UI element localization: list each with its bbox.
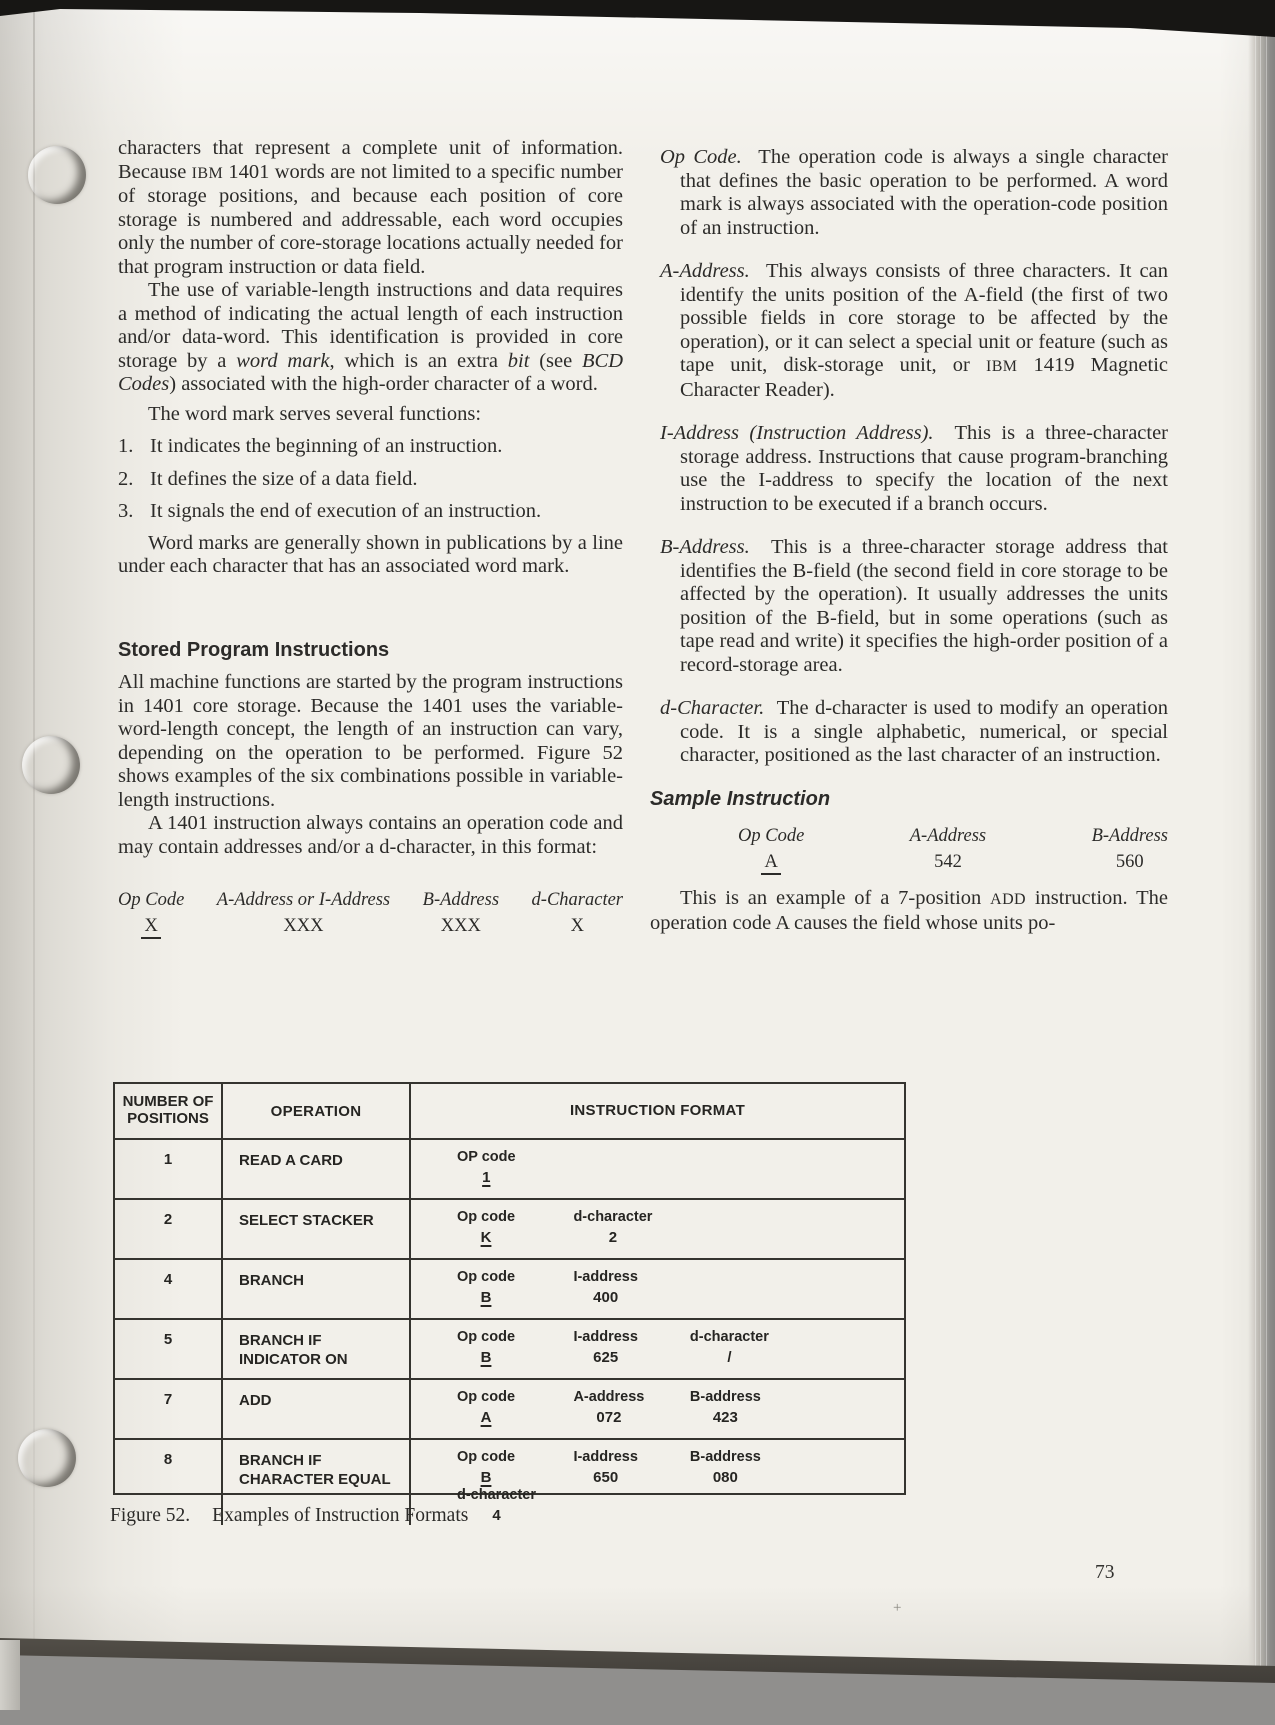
table-row: 1 READ A CARD OP code 1 <box>115 1138 904 1198</box>
paragraph-add-example: This is an example of a 7-position ADD instruction. The operation code A causes the field whose units po- <box>650 887 1168 934</box>
format-col-d-character: d-Character X <box>531 890 623 936</box>
table-row: 7 ADD Op code A A-address 072 B-address 423 <box>115 1378 904 1438</box>
cover-edge <box>0 1640 20 1710</box>
definition-op-code: Op Code. The operation code is always a single character that defines the basic operation to be performed. A word mark is always associated with the operation-code position of an instruction. <box>660 146 1168 239</box>
ibm-smallcaps: IBM <box>985 358 1018 375</box>
paragraph-word-unit: characters that represent a complete unit of information. Because IBM 1401 words are not limited to a specific number of storage positions, and because each position of core storage is numbered and addressable, each word occupies only the number of core-storage locations actually needed for that program instruction or data field. <box>118 137 623 278</box>
left-column <box>118 137 623 939</box>
definition-i-address: I-Address (Instruction Address). This is a three-character storage address. Instructions that cause program-branching use the I-address to specify the location of the next instruction to be executed if a branch occurs. <box>660 422 1169 515</box>
table-row: 8 BRANCH IF CHARACTER EQUAL Op code B I-address 650 B-address 080 d-character 4 <box>115 1438 904 1525</box>
right-column <box>650 146 1168 935</box>
paragraph-publications: Word marks are generally shown in publications by a line under each character that has an associated word mark. <box>118 531 623 577</box>
sample-instruction-heading: Sample Instruction <box>650 787 831 810</box>
table-row: 5 BRANCH IF INDICATOR ON Op code B I-address 625 d-character / <box>115 1318 904 1378</box>
stray-scan-mark: + <box>893 1600 902 1616</box>
header-number-of-positions: NUMBER OF POSITIONS <box>115 1084 223 1138</box>
list-item: 3. It signals the end of execution of an instruction. <box>118 500 542 522</box>
format-col-op-code: Op Code X <box>118 889 184 939</box>
sample-instruction-line <box>738 825 1168 875</box>
definition-b-address: B-Address. This is a three-character storage address that identifies the B-field (the second field in core storage to be affected by the operation). It usually addresses the units position of the B-field, but in some operations (such as tape read and write) it specifies the high-order position of a record-storage area. <box>660 536 1168 676</box>
sample-col-b-address: B-Address 560 <box>1091 826 1168 872</box>
table-row: 4 BRANCH Op code B I-address 400 <box>115 1258 904 1318</box>
header-operation: OPERATION <box>223 1084 411 1138</box>
sample-col-op-code: Op Code A <box>738 825 804 875</box>
section-heading-stored-program: Stored Program Instructions <box>118 638 390 661</box>
sample-col-a-address: A-Address 542 <box>909 826 987 872</box>
binder-hole-top <box>28 146 86 204</box>
figure-caption <box>110 1505 468 1527</box>
ibm-smallcaps: IBM <box>191 164 224 182</box>
paragraph-word-mark: The use of variable-length instructions and data requires a method of indicating the actual length of each instruction and/or data-word. This identification is provided in core storage by a word mark, which is an extra bit (see BCD Codes) associated with the high-order character of a word. <box>118 279 624 395</box>
instruction-format-line <box>118 889 623 939</box>
table-header-row <box>115 1084 904 1138</box>
definition-a-address: A-Address. This always consists of three characters. It can identify the units position of the A-field (the first of two possible fields in core storage to be affected by the operation), or it can select a special unit or feature (such as tape unit, disk-storage unit, or IBM 1419 Magnetic Character Reader). <box>660 260 1168 401</box>
word-mark-functions-list <box>118 435 623 524</box>
paragraph-functions-intro: The word mark serves several functions: <box>148 402 482 425</box>
table-row: 2 SELECT STACKER Op code K d-character 2 <box>115 1198 904 1258</box>
paragraph-instruction-format-intro: A 1401 instruction always contains an operation code and may contain addresses and/or a d-character, in this format: <box>118 812 623 858</box>
page-number: 73 <box>1095 1562 1115 1583</box>
list-item: 2. It defines the size of a data field. <box>118 467 418 490</box>
paragraph-machine-functions: All machine functions are started by the program instructions in 1401 core storage. Because the 1401 uses the variable-word-length concept, the length of an instruction can vary, depending on the operation to be performed. Figure 52 shows examples of the six combinations possible in variable-length instructions. <box>118 671 623 811</box>
page-stack-edge <box>1248 0 1275 1675</box>
definition-d-character: d-Character. The d-character is used to modify an operation code. It is a single alphabetic, numerical, or special character, positioned as the last character of an instruction. <box>660 697 1169 766</box>
page-gutter-crease <box>33 10 35 1640</box>
figure-caption-text: Examples of Instruction Formats <box>212 1505 469 1526</box>
binder-hole-middle <box>22 736 80 794</box>
add-smallcaps: ADD <box>990 891 1026 908</box>
list-item: 1. It indicates the beginning of an instruction. <box>118 435 503 457</box>
binder-hole-bottom <box>18 1429 76 1487</box>
format-col-a-or-i-address: A-Address or I-Address XXX <box>216 890 391 936</box>
header-instruction-format: INSTRUCTION FORMAT <box>569 1102 746 1119</box>
figure-caption-label: Figure 52. <box>110 1505 191 1526</box>
format-col-b-address: B-Address XXX <box>422 890 500 936</box>
